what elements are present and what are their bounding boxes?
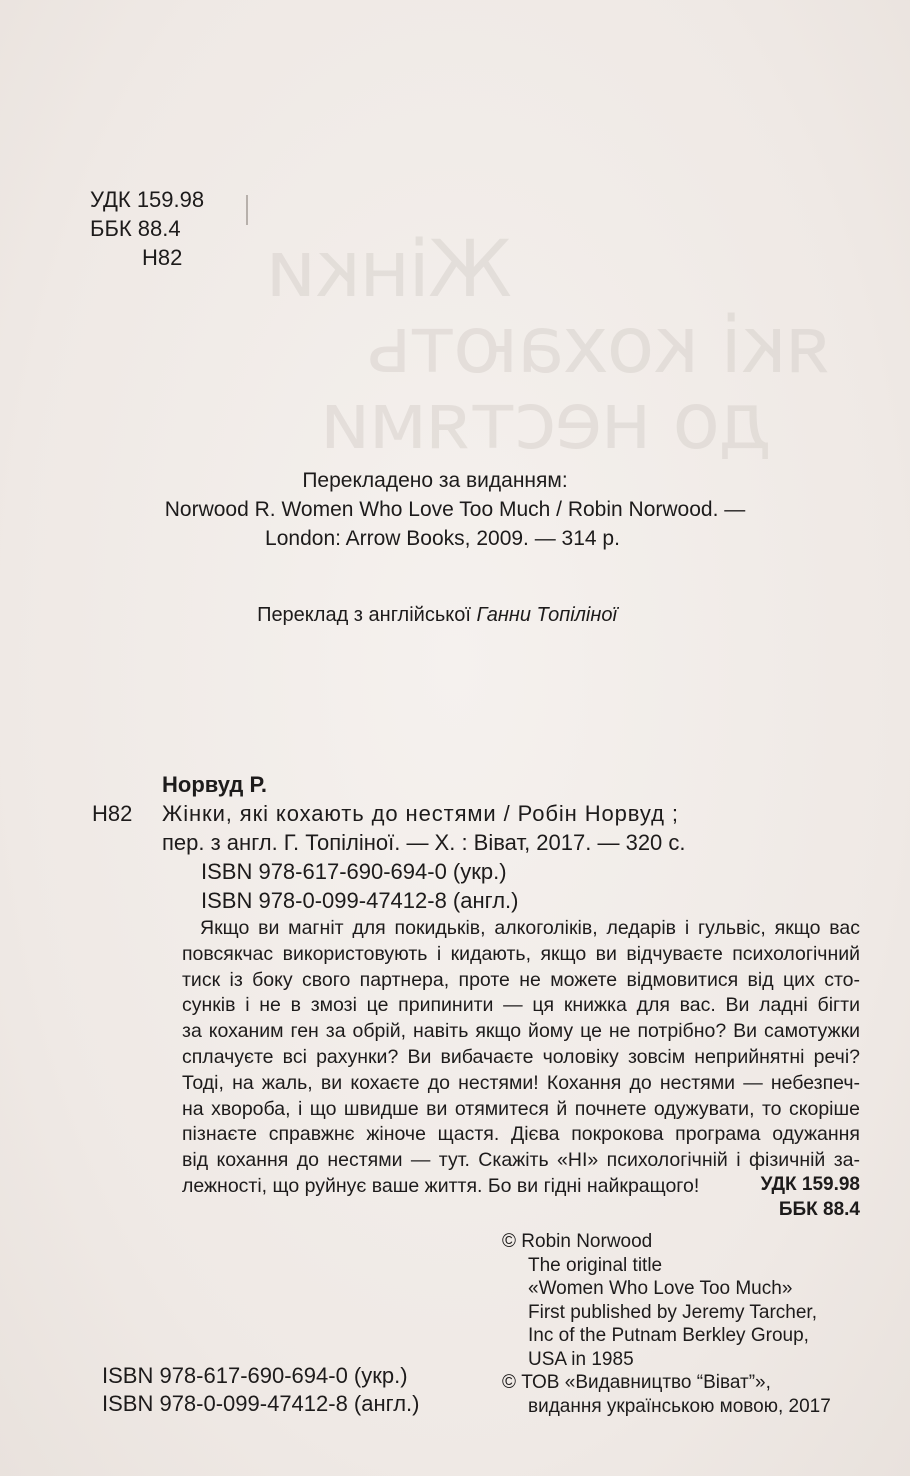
card-author: Норвуд Р. xyxy=(162,772,267,797)
print-mark xyxy=(246,195,248,225)
description-line: від кохання до нестями — тут. Скажіть «НІ» психологічній і фізичній за- xyxy=(182,1149,860,1172)
card-isbn-ukr: ISBN 978-617-690-694-0 (укр.) xyxy=(201,859,507,884)
card-codes-right xyxy=(200,1172,860,1222)
copyright-ukr-publisher: © ТОВ «Видавництво “Віват”», xyxy=(502,1372,771,1393)
original-edition-title: Norwood R. Women Who Love Too Much / Robin Norwood. — xyxy=(164,498,746,521)
card-title-row xyxy=(92,799,862,828)
udk-code: УДК 159.98 xyxy=(90,187,205,212)
copyright-ukr-edition: видання українською мовою, 2017 xyxy=(528,1395,831,1417)
card-imprint-row xyxy=(92,828,862,857)
bottom-isbn-ukr: ISBN 978-617-690-694-0 (укр.) xyxy=(102,1363,408,1388)
card-udk: УДК 159.98 xyxy=(760,1174,860,1195)
description-line: сплачуєте всі рахунки? Ви вибачаєте чоловіку зовсім неприйнятні речі? xyxy=(182,1045,860,1068)
description-line: пізнаєте справжнє жіноче щастя. Дієва покрокова програма одужання xyxy=(182,1123,860,1146)
cover-show-through xyxy=(262,225,832,467)
description-line: Тоді, на жаль, ви кохаєте до нестями! Кохання до нестями — небезпеч- xyxy=(182,1071,860,1094)
description-line: сунків і не в змозі це припинити — ця книжка для вас. Ви ладні бігти xyxy=(182,994,860,1017)
card-isbn-eng: ISBN 978-0-099-47412-8 (англ.) xyxy=(201,888,519,913)
translator-prefix: Переклад з англійської xyxy=(257,604,471,626)
card-bbk: ББК 88.4 xyxy=(778,1199,860,1220)
ghost-line-2: які кохають xyxy=(367,301,832,391)
card-code: Н82 xyxy=(92,801,133,826)
translator-credit xyxy=(0,604,910,627)
copyright-original-title-label: The original title xyxy=(528,1254,663,1276)
card-description xyxy=(182,916,860,1200)
original-edition-heading: Перекладено за виданням: xyxy=(302,469,568,492)
original-edition-imprint: London: Arrow Books, 2009. — 314 p. xyxy=(265,527,620,550)
copyright-block xyxy=(502,1230,831,1418)
description-line: повсякчас використовують і кидають, якщо ви відчуваєте психологічний xyxy=(182,942,860,965)
bbk-code: ББК 88.4 xyxy=(90,216,181,241)
copyright-year: USA in 1985 xyxy=(528,1348,634,1370)
card-imprint: пер. з англ. Г. Топіліної. — Х. : Віват, 2017. — 320 с. xyxy=(162,830,686,855)
author-mark: Н82 xyxy=(142,245,183,270)
description-line: тиск із боку свого партнера, проте не можете відмовитися від цих сто- xyxy=(182,968,860,991)
copyright-publisher-group: Inc of the Putnam Berkley Group, xyxy=(528,1325,809,1346)
description-line: на хвороба, і що швидше ви отямитеся й почнете одужувати, то скоріше xyxy=(182,1097,860,1120)
bottom-isbn-block xyxy=(102,1362,419,1418)
ghost-line-3: до нестями xyxy=(321,377,772,467)
description-line: Якщо ви магніт для покидьків, алкоголіків, ледарів і гульвіс, якщо вас xyxy=(200,917,860,939)
bottom-isbn-eng: ISBN 978-0-099-47412-8 (англ.) xyxy=(102,1391,420,1416)
description-line: за коханим ген за обрій, навіть якщо йому це не потрібно? Ви самотужки xyxy=(182,1020,860,1043)
copyright-author: © Robin Norwood xyxy=(502,1231,653,1252)
ghost-line-1: Жінки xyxy=(267,225,512,315)
card-title: Жінки, які кохають до нестями / Робін Норвуд ; xyxy=(162,801,679,826)
description-line: лежності, що руйнує ваше життя. Бо ви гідні найкращого! xyxy=(182,1174,700,1197)
classification-codes xyxy=(90,185,204,272)
translator-name: Ганни Топіліної xyxy=(476,604,617,626)
catalog-card xyxy=(92,770,862,1220)
copyright-original-title: «Women Who Love Too Much» xyxy=(528,1278,793,1299)
copyright-first-published: First published by Jeremy Tarcher, xyxy=(528,1301,817,1323)
original-edition xyxy=(0,466,910,553)
